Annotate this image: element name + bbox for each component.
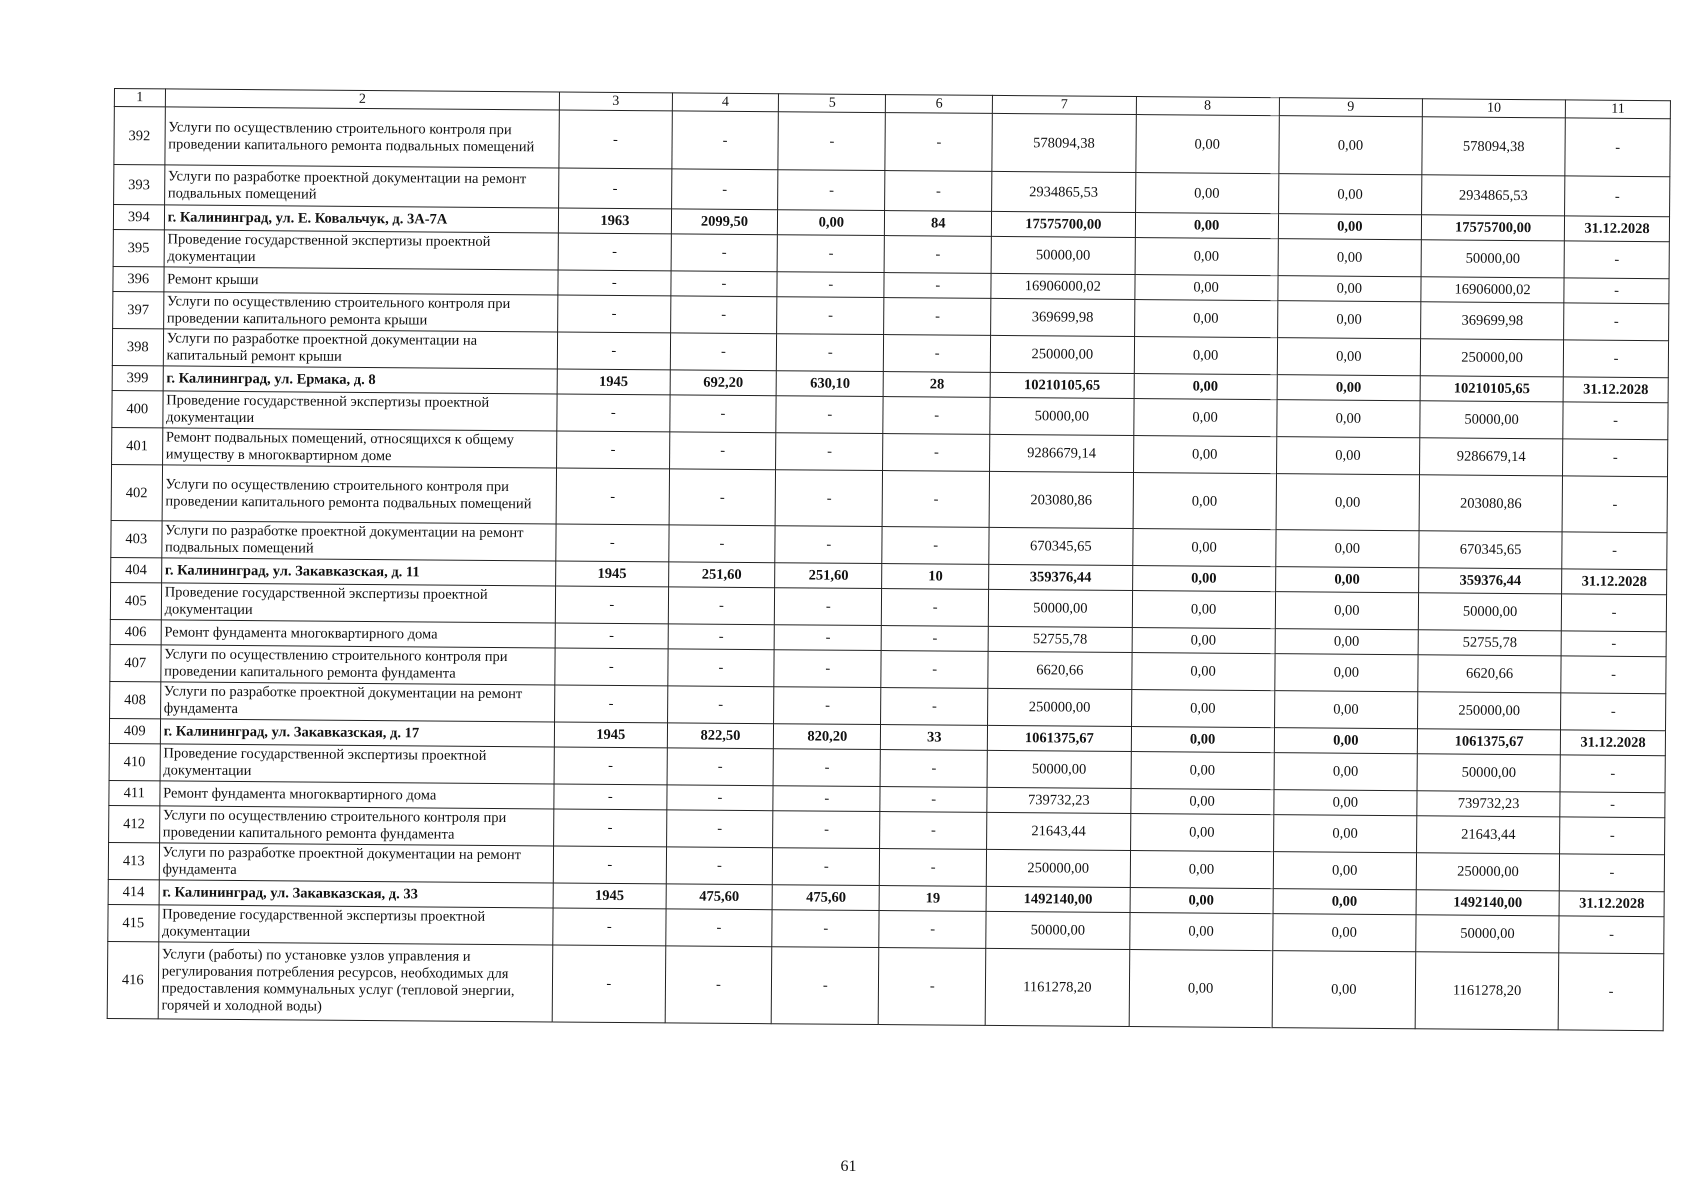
column-header: 1: [114, 89, 165, 107]
budget-cell: 0,00: [1278, 174, 1422, 215]
living-area-cell: -: [778, 235, 885, 273]
work-description-cell: г. Калининград, ул. Е. Ковальчук, д. 3А-7А: [164, 205, 559, 233]
total-cost-cell: 6620,66: [988, 651, 1132, 689]
residents-cell: -: [881, 626, 988, 652]
total-cost-cell: 50000,00: [990, 397, 1134, 435]
fund-cell: 0,00: [1132, 628, 1275, 654]
year-cell: -: [555, 648, 668, 686]
deadline-cell: -: [1564, 278, 1669, 304]
row-number-cell: 408: [110, 681, 161, 718]
fund-cell: 0,00: [1133, 399, 1277, 437]
fund-cell: 0,00: [1135, 115, 1279, 174]
budget-cell: 0,00: [1274, 728, 1417, 754]
living-area-cell: -: [776, 396, 883, 434]
living-area-cell: 820,20: [774, 724, 881, 750]
work-description-cell: Услуги по разработке проектной документации на ремонт подвальных помещений: [164, 165, 559, 208]
total-area-cell: -: [671, 234, 778, 272]
year-cell: -: [553, 846, 666, 884]
column-header: 9: [1279, 98, 1422, 117]
deadline-cell: -: [1565, 118, 1670, 177]
living-area-cell: -: [775, 588, 882, 626]
residents-cell: -: [882, 471, 989, 528]
work-description-cell: Услуги по осуществлению строительного контроля при проведении капитального ремонта подвальных помещений: [165, 107, 560, 168]
total-cost-cell: 1061375,67: [988, 725, 1131, 751]
living-area-cell: -: [773, 786, 880, 812]
deadline-cell: -: [1561, 631, 1666, 657]
fund-cell: 0,00: [1134, 300, 1278, 338]
column-header: 4: [672, 93, 779, 112]
total-cost-cell: 1492140,00: [986, 886, 1129, 912]
deadline-cell: -: [1561, 693, 1666, 731]
owners-funds-cell: 1061375,67: [1417, 729, 1560, 755]
residents-cell: -: [885, 113, 992, 172]
total-cost-cell: 739732,23: [987, 787, 1130, 813]
living-area-cell: -: [778, 170, 885, 211]
work-description-cell: г. Калининград, ул. Закавказская, д. 11: [161, 558, 556, 586]
owners-funds-cell: 10210105,65: [1420, 376, 1563, 402]
owners-funds-cell: 9286679,14: [1420, 438, 1564, 476]
row-number-cell: 398: [112, 328, 163, 365]
work-description-cell: Услуги по разработке проектной документации на ремонт подвальных помещений: [161, 521, 556, 561]
total-cost-cell: 9286679,14: [990, 434, 1134, 472]
year-cell: 1945: [555, 722, 668, 748]
total-area-cell: -: [669, 395, 776, 433]
row-number-cell: 403: [111, 520, 162, 557]
total-cost-cell: 250000,00: [991, 335, 1135, 373]
total-cost-cell: 50000,00: [989, 589, 1133, 627]
total-cost-cell: 10210105,65: [990, 372, 1133, 398]
total-area-cell: 692,20: [670, 370, 777, 396]
owners-funds-cell: 2934865,53: [1422, 175, 1566, 216]
work-description-cell: Услуги по осуществлению строительного контроля при проведении капитального ремонта крыши: [163, 292, 558, 332]
year-cell: -: [558, 233, 671, 271]
living-area-cell: -: [778, 112, 885, 171]
residents-cell: -: [884, 335, 991, 373]
budget-cell: 0,00: [1277, 400, 1421, 438]
total-area-cell: -: [667, 686, 774, 724]
budget-cell: 0,00: [1279, 116, 1423, 175]
total-area-cell: -: [665, 909, 772, 947]
budget-cell: 0,00: [1273, 914, 1417, 952]
total-area-cell: 251,60: [668, 562, 775, 588]
owners-funds-cell: 203080,86: [1419, 475, 1563, 532]
work-description-cell: Услуги по осуществлению строительного контроля при проведении капитального ремонта подвальных помещений: [162, 465, 557, 524]
row-number-cell: 404: [111, 557, 162, 582]
year-cell: -: [557, 332, 670, 370]
fund-cell: 0,00: [1134, 374, 1277, 400]
total-area-cell: -: [667, 649, 774, 687]
total-cost-cell: 50000,00: [986, 911, 1130, 949]
deadline-cell: 31.12.2028: [1565, 216, 1670, 242]
year-cell: -: [553, 908, 666, 946]
capital-repair-table: [107, 88, 1671, 1031]
residents-cell: -: [879, 948, 986, 1026]
living-area-cell: -: [772, 947, 879, 1025]
budget-cell: 0,00: [1275, 629, 1418, 655]
deadline-cell: -: [1563, 402, 1668, 440]
deadline-cell: -: [1565, 176, 1670, 217]
owners-funds-cell: 50000,00: [1421, 240, 1565, 278]
owners-funds-cell: 250000,00: [1416, 853, 1560, 891]
owners-funds-cell: 250000,00: [1420, 339, 1564, 377]
budget-cell: 0,00: [1275, 592, 1419, 630]
total-area-cell: -: [669, 469, 776, 526]
row-number-cell: 412: [109, 805, 160, 842]
fund-cell: 0,00: [1129, 913, 1273, 951]
owners-funds-cell: 50000,00: [1416, 915, 1560, 953]
fund-cell: 0,00: [1134, 275, 1277, 301]
deadline-cell: -: [1564, 340, 1669, 378]
column-header: 5: [779, 94, 886, 113]
deadline-cell: -: [1561, 656, 1666, 694]
total-cost-cell: 359376,44: [989, 564, 1132, 590]
column-header: 3: [560, 92, 673, 111]
owners-funds-cell: 739732,23: [1417, 791, 1560, 817]
living-area-cell: -: [776, 470, 883, 527]
residents-cell: -: [883, 434, 990, 472]
budget-cell: 0,00: [1273, 815, 1417, 853]
budget-cell: 0,00: [1275, 567, 1418, 593]
column-header: 11: [1566, 100, 1671, 119]
year-cell: -: [558, 295, 671, 333]
living-area-cell: -: [777, 334, 884, 372]
residents-cell: -: [880, 812, 987, 850]
column-header: 2: [165, 89, 560, 110]
owners-funds-cell: 16906000,02: [1421, 277, 1564, 303]
living-area-cell: -: [776, 433, 883, 471]
budget-cell: 0,00: [1276, 530, 1420, 568]
column-header: 8: [1136, 97, 1279, 116]
row-number-cell: 406: [110, 619, 161, 644]
year-cell: -: [556, 524, 669, 562]
budget-cell: 0,00: [1277, 338, 1421, 376]
owners-funds-cell: 359376,44: [1419, 568, 1562, 594]
deadline-cell: -: [1562, 476, 1667, 533]
work-description-cell: Проведение государственной экспертизы проектной документации: [163, 391, 558, 431]
deadline-cell: 31.12.2028: [1562, 569, 1667, 595]
year-cell: -: [555, 685, 668, 723]
budget-cell: 0,00: [1272, 951, 1416, 1029]
work-description-cell: Проведение государственной экспертизы проектной документации: [161, 583, 556, 623]
living-area-cell: 630,10: [777, 371, 884, 397]
living-area-cell: -: [773, 811, 880, 849]
table-row: [107, 941, 1664, 1030]
owners-funds-cell: 670345,65: [1419, 531, 1563, 569]
owners-funds-cell: 52755,78: [1418, 630, 1561, 656]
year-cell: -: [557, 431, 670, 469]
owners-funds-cell: 369699,98: [1421, 302, 1565, 340]
residents-cell: -: [881, 651, 988, 689]
residents-cell: -: [881, 688, 988, 726]
column-header: 6: [886, 95, 993, 114]
row-number-cell: 416: [107, 941, 158, 1018]
residents-cell: -: [883, 397, 990, 435]
total-area-cell: -: [666, 785, 773, 811]
budget-cell: 0,00: [1277, 301, 1421, 339]
residents-cell: -: [880, 849, 987, 887]
living-area-cell: -: [774, 687, 881, 725]
total-area-cell: -: [670, 333, 777, 371]
total-area-cell: -: [668, 624, 775, 650]
budget-cell: 0,00: [1276, 437, 1420, 475]
total-cost-cell: 50000,00: [987, 750, 1131, 788]
column-header: 10: [1422, 99, 1565, 118]
deadline-cell: -: [1559, 916, 1664, 954]
fund-cell: 0,00: [1130, 888, 1273, 914]
fund-cell: 0,00: [1133, 436, 1277, 474]
fund-cell: 0,00: [1132, 529, 1276, 567]
row-number-cell: 411: [109, 780, 160, 805]
work-description-cell: Услуги по разработке проектной документации на ремонт фундамента: [160, 682, 555, 722]
deadline-cell: -: [1562, 532, 1667, 570]
total-area-cell: -: [668, 525, 775, 563]
budget-cell: 0,00: [1273, 889, 1416, 915]
total-cost-cell: 369699,98: [991, 298, 1135, 336]
owners-funds-cell: 50000,00: [1418, 593, 1562, 631]
fund-cell: 0,00: [1135, 173, 1279, 214]
year-cell: -: [558, 270, 671, 296]
living-area-cell: -: [772, 910, 879, 948]
row-number-cell: 395: [113, 229, 164, 266]
deadline-cell: -: [1560, 817, 1665, 855]
owners-funds-cell: 50000,00: [1420, 401, 1564, 439]
living-area-cell: -: [773, 848, 880, 886]
year-cell: -: [552, 945, 665, 1023]
fund-cell: 0,00: [1131, 727, 1274, 753]
fund-cell: 0,00: [1135, 238, 1279, 276]
total-area-cell: -: [668, 587, 775, 625]
deadline-cell: 31.12.2028: [1561, 730, 1666, 756]
residents-cell: -: [882, 527, 989, 565]
deadline-cell: 31.12.2028: [1563, 377, 1668, 403]
work-description-cell: Проведение государственной экспертизы проектной документации: [158, 905, 553, 945]
fund-cell: 0,00: [1133, 473, 1277, 530]
residents-cell: 84: [885, 211, 992, 237]
fund-cell: 0,00: [1132, 566, 1275, 592]
row-number-cell: 399: [112, 365, 163, 390]
work-description-cell: Услуги (работы) по установке узлов управления и регулирования потребления ресурсов, необходимых для предоставления коммунальных услуг (тепловой энергии, горячей и холодной воды): [158, 942, 553, 1022]
total-cost-cell: 670345,65: [989, 527, 1133, 565]
year-cell: -: [554, 747, 667, 785]
year-cell: -: [557, 394, 670, 432]
budget-cell: 0,00: [1273, 852, 1417, 890]
residents-cell: -: [884, 273, 991, 299]
total-area-cell: -: [665, 946, 772, 1024]
deadline-cell: -: [1558, 953, 1663, 1031]
budget-cell: 0,00: [1278, 276, 1421, 302]
row-number-cell: 414: [108, 879, 159, 904]
budget-cell: 0,00: [1275, 654, 1419, 692]
total-area-cell: -: [669, 432, 776, 470]
total-cost-cell: 578094,38: [992, 113, 1136, 172]
fund-cell: 0,00: [1135, 213, 1278, 239]
row-number-cell: 397: [113, 291, 164, 328]
deadline-cell: 31.12.2028: [1559, 891, 1664, 917]
row-number-cell: 394: [113, 205, 164, 230]
work-description-cell: г. Калининград, ул. Ермака, д. 8: [163, 366, 558, 394]
year-cell: 1945: [557, 369, 670, 395]
deadline-cell: -: [1564, 241, 1669, 279]
year-cell: -: [554, 784, 667, 810]
residents-cell: -: [885, 171, 992, 212]
total-cost-cell: 21643,44: [987, 812, 1131, 850]
budget-cell: 0,00: [1277, 375, 1420, 401]
deadline-cell: -: [1564, 303, 1669, 341]
total-area-cell: 822,50: [667, 723, 774, 749]
year-cell: -: [556, 468, 669, 525]
residents-cell: -: [882, 589, 989, 627]
residents-cell: 10: [882, 564, 989, 590]
document-sheet: [107, 88, 1671, 1031]
residents-cell: 33: [881, 725, 988, 751]
fund-cell: 0,00: [1131, 690, 1275, 728]
deadline-cell: -: [1563, 439, 1668, 477]
row-number-cell: 401: [112, 427, 163, 464]
work-description-cell: Проведение государственной экспертизы проектной документации: [160, 744, 555, 784]
work-description-cell: Услуги по осуществлению строительного контроля при проведении капитального ремонта фундамента: [159, 806, 554, 846]
row-number-cell: 413: [108, 842, 159, 879]
year-cell: 1945: [553, 883, 666, 909]
owners-funds-cell: 1492140,00: [1416, 890, 1559, 916]
total-cost-cell: 17575700,00: [992, 211, 1135, 237]
residents-cell: -: [880, 750, 987, 788]
budget-cell: 0,00: [1274, 790, 1417, 816]
owners-funds-cell: 6620,66: [1418, 655, 1562, 693]
fund-cell: 0,00: [1134, 337, 1278, 375]
residents-cell: -: [879, 911, 986, 949]
work-description-cell: Ремонт фундамента многоквартирного дома: [161, 620, 556, 648]
fund-cell: 0,00: [1131, 752, 1275, 790]
living-area-cell: -: [775, 526, 882, 564]
owners-funds-cell: 21643,44: [1417, 816, 1561, 854]
living-area-cell: -: [774, 650, 881, 688]
work-description-cell: Ремонт подвальных помещений, относящихся к общему имуществу в многоквартирном доме: [162, 428, 557, 468]
year-cell: -: [555, 623, 668, 649]
work-description-cell: Ремонт крыши: [164, 267, 559, 295]
work-description-cell: Проведение государственной экспертизы проектной документации: [164, 230, 559, 270]
row-number-cell: 415: [108, 904, 159, 941]
residents-cell: -: [884, 236, 991, 274]
fund-cell: 0,00: [1129, 950, 1273, 1028]
year-cell: -: [559, 168, 672, 209]
work-description-cell: Услуги по разработке проектной документации на капитальный ремонт крыши: [163, 329, 558, 369]
total-area-cell: -: [667, 748, 774, 786]
total-cost-cell: 250000,00: [988, 688, 1132, 726]
work-description-cell: Услуги по разработке проектной документации на ремонт фундамента: [159, 843, 554, 883]
living-area-cell: 475,60: [773, 885, 880, 911]
page-number: 61: [840, 1158, 857, 1175]
budget-cell: 0,00: [1278, 214, 1421, 240]
budget-cell: 0,00: [1274, 691, 1418, 729]
fund-cell: 0,00: [1130, 851, 1274, 889]
budget-cell: 0,00: [1274, 753, 1418, 791]
total-cost-cell: 1161278,20: [985, 948, 1129, 1026]
total-area-cell: -: [666, 847, 773, 885]
fund-cell: 0,00: [1130, 789, 1273, 815]
work-description-cell: г. Калининград, ул. Закавказская, д. 33: [159, 880, 554, 908]
row-number-cell: 402: [111, 464, 162, 520]
deadline-cell: -: [1562, 594, 1667, 632]
residents-cell: -: [880, 787, 987, 813]
deadline-cell: -: [1559, 854, 1664, 892]
row-number-cell: 409: [109, 718, 160, 743]
total-area-cell: -: [670, 271, 777, 297]
row-number-cell: 393: [114, 165, 165, 205]
fund-cell: 0,00: [1130, 814, 1274, 852]
budget-cell: 0,00: [1278, 239, 1422, 277]
living-area-cell: -: [775, 625, 882, 651]
work-description-cell: г. Калининград, ул. Закавказская, д. 17: [160, 719, 555, 747]
row-number-cell: 392: [114, 107, 165, 165]
owners-funds-cell: 17575700,00: [1421, 215, 1564, 241]
living-area-cell: -: [777, 297, 884, 335]
living-area-cell: -: [774, 749, 881, 787]
living-area-cell: 251,60: [775, 563, 882, 589]
row-number-cell: 410: [109, 743, 160, 780]
year-cell: 1963: [559, 208, 672, 234]
deadline-cell: -: [1560, 792, 1665, 818]
column-header: 7: [993, 95, 1136, 114]
owners-funds-cell: 250000,00: [1418, 692, 1562, 730]
total-area-cell: 2099,50: [671, 209, 778, 235]
total-cost-cell: 250000,00: [987, 849, 1131, 887]
owners-funds-cell: 1161278,20: [1415, 952, 1559, 1030]
row-number-cell: 405: [110, 582, 161, 619]
year-cell: -: [559, 110, 672, 169]
fund-cell: 0,00: [1132, 591, 1276, 629]
living-area-cell: -: [777, 272, 884, 298]
total-cost-cell: 2934865,53: [992, 171, 1136, 212]
total-area-cell: 475,60: [666, 884, 773, 910]
total-area-cell: -: [671, 111, 778, 170]
row-number-cell: 400: [112, 390, 163, 427]
fund-cell: 0,00: [1131, 653, 1275, 691]
total-cost-cell: 52755,78: [988, 626, 1131, 652]
work-description-cell: Услуги по осуществлению строительного контроля при проведении капитального ремонта фундамента: [161, 645, 556, 685]
residents-cell: 28: [883, 372, 990, 398]
budget-cell: 0,00: [1276, 474, 1420, 531]
deadline-cell: -: [1560, 755, 1665, 793]
row-number-cell: 407: [110, 644, 161, 681]
owners-funds-cell: 578094,38: [1422, 117, 1566, 176]
year-cell: -: [555, 586, 668, 624]
total-cost-cell: 203080,86: [989, 471, 1133, 528]
year-cell: -: [554, 809, 667, 847]
work-description-cell: Ремонт фундамента многоквартирного дома: [160, 781, 555, 809]
residents-cell: -: [884, 298, 991, 336]
living-area-cell: 0,00: [778, 210, 885, 236]
total-cost-cell: 16906000,02: [991, 273, 1134, 299]
total-cost-cell: 50000,00: [991, 236, 1135, 274]
total-area-cell: -: [666, 810, 773, 848]
total-area-cell: -: [671, 169, 778, 210]
owners-funds-cell: 50000,00: [1417, 754, 1561, 792]
total-area-cell: -: [670, 296, 777, 334]
row-number-cell: 396: [113, 266, 164, 291]
year-cell: 1945: [556, 561, 669, 587]
residents-cell: 19: [879, 886, 986, 912]
